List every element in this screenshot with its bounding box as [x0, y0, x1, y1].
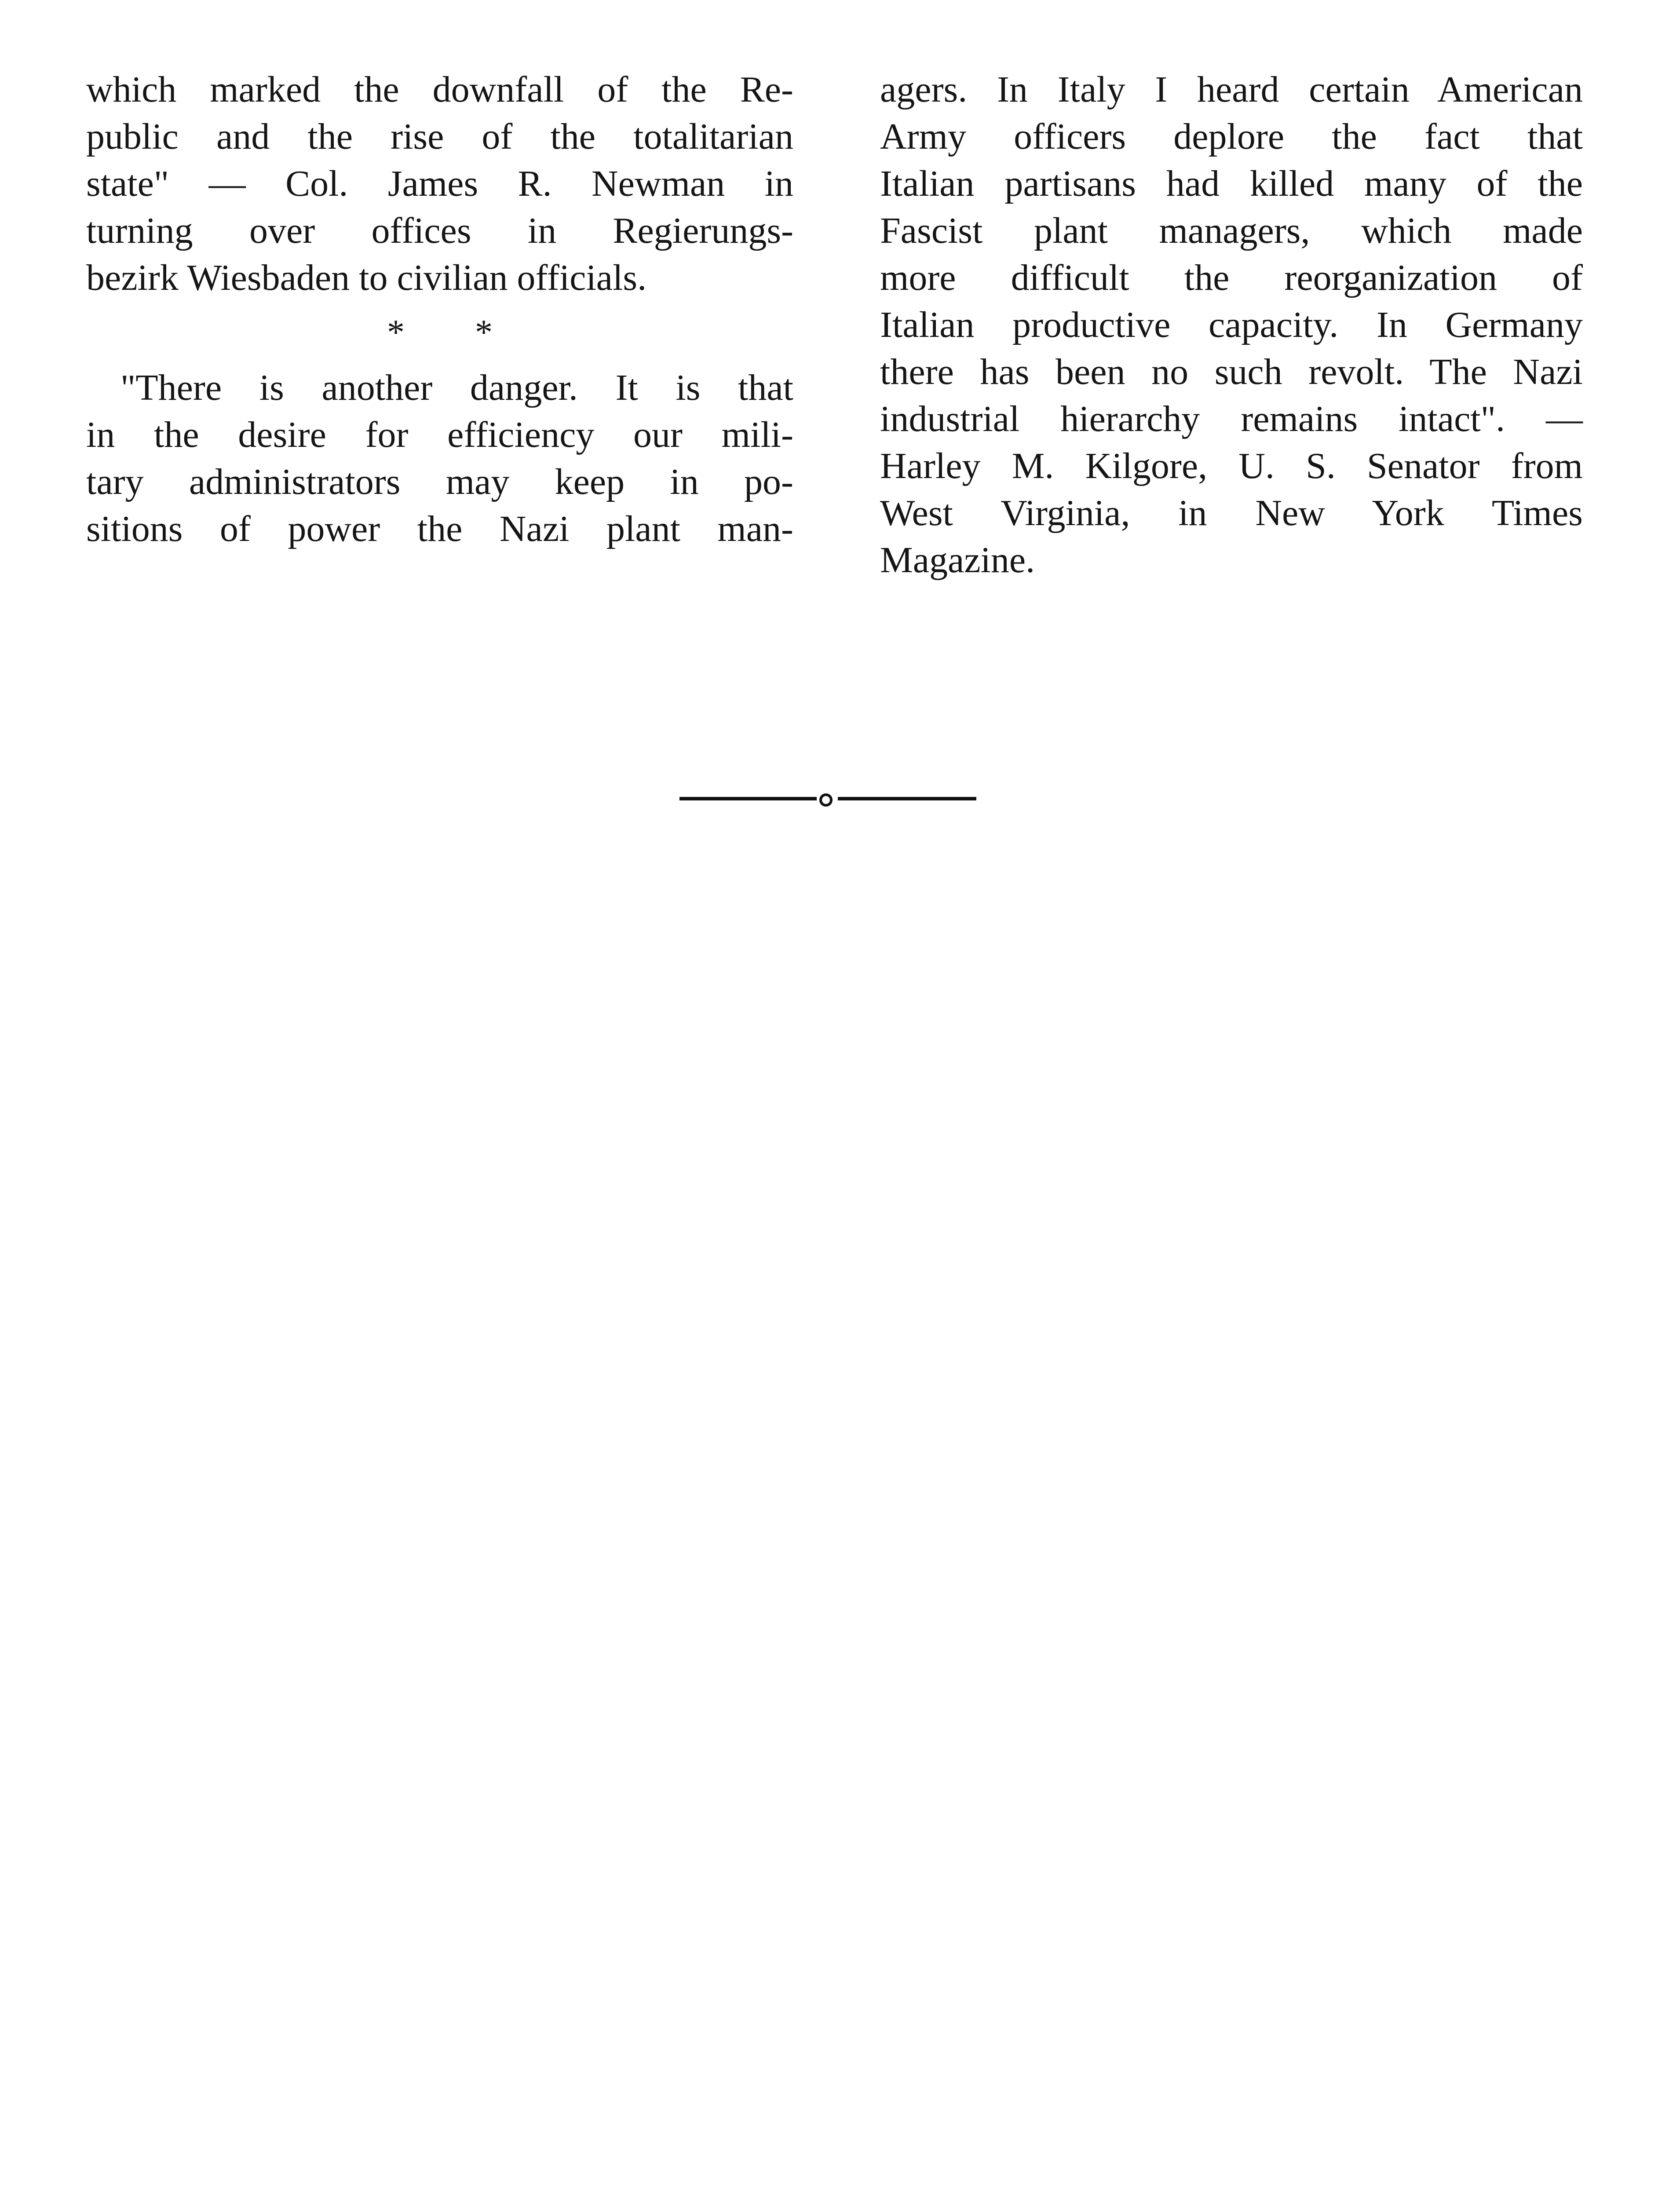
asterisk-separator: * *	[387, 313, 523, 352]
text-line: more difficult the reorganization of	[880, 257, 1583, 298]
divider-rule-left	[679, 797, 817, 800]
text-line: industrial hierarchy remains intact". —	[880, 398, 1583, 439]
kilgore-quote-paragraph-start	[86, 364, 793, 552]
text-line: Fascist plant managers, which made	[880, 210, 1583, 251]
text-line: Army officers deplore the fact that	[880, 116, 1583, 157]
text-line: turning over offices in Regierungs-	[86, 210, 793, 251]
text-line: "There is another danger. It is that	[121, 367, 793, 408]
spacer	[86, 356, 793, 364]
left-column	[86, 66, 793, 552]
kilgore-quote-paragraph-continued	[880, 66, 1583, 584]
right-column	[880, 66, 1583, 584]
text-line: Harley M. Kilgore, U. S. Senator from	[880, 446, 1583, 486]
text-line: state" — Col. James R. Newman in	[86, 163, 793, 204]
text-line: there has been no such revolt. The Nazi	[880, 351, 1583, 392]
text-line: Italian partisans had killed many of the	[880, 163, 1583, 204]
text-line: public and the rise of the totalitarian	[86, 116, 793, 157]
divider-circle-icon	[819, 793, 833, 807]
text-line: bezirk Wiesbaden to civilian officials.	[86, 257, 647, 298]
text-line: which marked the downfall of the Re-	[86, 69, 793, 110]
text-line: agers. In Italy I heard certain American	[880, 69, 1583, 110]
newman-quote-paragraph	[86, 66, 793, 301]
text-line: West Virginia, in New York Times	[880, 493, 1583, 533]
text-line: Magazine.	[880, 540, 1035, 581]
text-line: in the desire for efficiency our mili-	[86, 414, 793, 455]
text-line: sitions of power the Nazi plant man-	[86, 508, 793, 549]
text-line: Italian productive capacity. In Germany	[880, 304, 1583, 345]
divider-rule-right	[838, 797, 976, 800]
section-divider-ornament	[679, 792, 976, 805]
spacer	[86, 301, 793, 309]
text-line: tary administrators may keep in po-	[86, 461, 793, 502]
